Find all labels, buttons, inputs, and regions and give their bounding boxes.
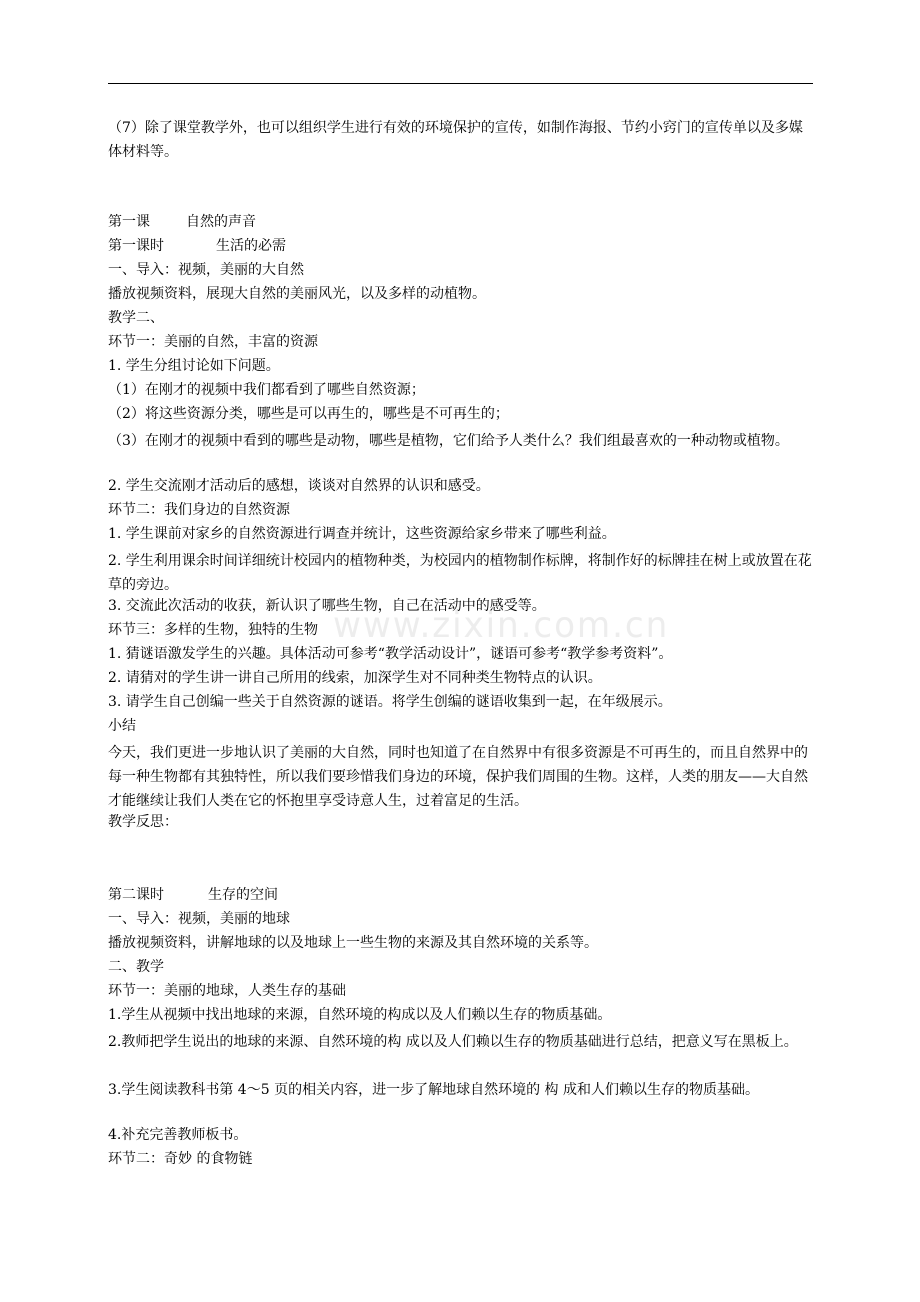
list-item: 3. 请学生自己创编一些关于自然资源的谜语。将学生创编的谜语收集到一起，在年级展示。	[108, 694, 672, 710]
list-item: （2）将这些资源分类，哪些是可以再生的，哪些是不可再生的；	[108, 406, 509, 422]
list-item: 2. 学生利用课余时间详细统计校园内的植物种类，为校园内的植物制作标牌，将制作好的标牌挂在树上或放置在花草的旁边。	[108, 553, 812, 593]
list-item: 2. 学生交流刚才活动后的感想，谈谈对自然界的认识和感受。	[108, 478, 490, 494]
period-label: 第一课时	[108, 238, 164, 254]
header-rule	[108, 83, 813, 84]
list-item: 2. 请猜对的学生讲一讲自己所用的线索，加深学生对不同种类生物特点的认识。	[108, 670, 602, 686]
paragraph: 播放视频资料，讲解地球的以及地球上一些生物的来源及其自然环境的关系等。	[108, 935, 598, 951]
summary-heading: 小结	[108, 718, 136, 734]
list-item: 3.学生阅读教科书第 4～5 页的相关内容，进一步了解地球自然环境的 构 成和人们赖以生存的物质基础。	[108, 1082, 759, 1098]
list-item: 1. 猜谜语激发学生的兴趣。具体活动可参考“教学活动设计”，谜语可参考“教学参考资料”。	[108, 646, 673, 662]
step-heading: 环节二：奇妙 的食物链	[108, 1151, 253, 1167]
period-text: 生存的空间	[208, 887, 278, 903]
list-item: 3. 交流此次活动的收获，新认识了哪些生物，自己在活动中的感受等。	[108, 598, 546, 614]
step-heading: 环节三：多样的生物，独特的生物	[108, 622, 318, 638]
list-item: 4.补充完善教师板书。	[108, 1127, 248, 1143]
step-heading: 环节一：美丽的自然，丰富的资源	[108, 334, 318, 350]
period-label: 第二课时	[108, 887, 164, 903]
watermark: www.zixin.com.cn	[333, 605, 670, 646]
list-item: 1.学生从视频中找出地球的来源，自然环境的构成以及人们赖以生存的物质基础。	[108, 1007, 612, 1023]
lesson-title-text: 自然的声音	[186, 214, 256, 230]
summary-paragraph: 今天，我们更进一步地认识了美丽的大自然，同时也知道了在自然界中有很多资源是不可再生的，而且自然界中的每一种生物都有其独特性，所以我们要珍惜我们身边的环境，保护我们周围的生物。这样，人类的朋友——大自然才能继续让我们人类在它的怀抱里享受诗意人生，过着富足的生活。	[108, 745, 808, 809]
list-item: 1. 学生课前对家乡的自然资源进行调查并统计，这些资源给家乡带来了哪些利益。	[108, 526, 616, 542]
period-title	[108, 237, 814, 255]
list-item: （3）在刚才的视频中看到的哪些是动物，哪些是植物，它们给予人类什么？我们组最喜欢的一种动物或植物。	[108, 433, 789, 449]
intro-paragraph: （7）除了课堂教学外，也可以组织学生进行有效的环境保护的宣传，如制作海报、节约小窍门的宣传单以及多媒体材料等。	[108, 120, 803, 160]
section-heading: 一、导入：视频，美丽的地球	[108, 911, 290, 927]
list-item: 1. 学生分组讨论如下问题。	[108, 358, 280, 374]
section-heading: 教学二、	[108, 310, 164, 326]
step-heading: 环节一：美丽的地球，人类生存的基础	[108, 983, 346, 999]
lesson-title	[108, 213, 814, 231]
lesson-title-label: 第一课	[108, 214, 150, 230]
list-item: 2.教师把学生说出的地球的来源、自然环境的构 成以及人们赖以生存的物质基础进行总结，把意义写在黑板上。	[108, 1034, 798, 1050]
reflection-label: 教学反思：	[108, 814, 178, 830]
list-item: （1）在刚才的视频中我们都看到了哪些自然资源；	[108, 382, 425, 398]
section-heading: 二、教学	[108, 959, 164, 975]
step-heading: 环节二：我们身边的自然资源	[108, 502, 290, 518]
paragraph: 播放视频资料，展现大自然的美丽风光，以及多样的动植物。	[108, 286, 486, 302]
period-text: 生活的必需	[216, 238, 286, 254]
section-heading: 一、导入：视频，美丽的大自然	[108, 262, 304, 278]
period-title	[108, 886, 814, 904]
